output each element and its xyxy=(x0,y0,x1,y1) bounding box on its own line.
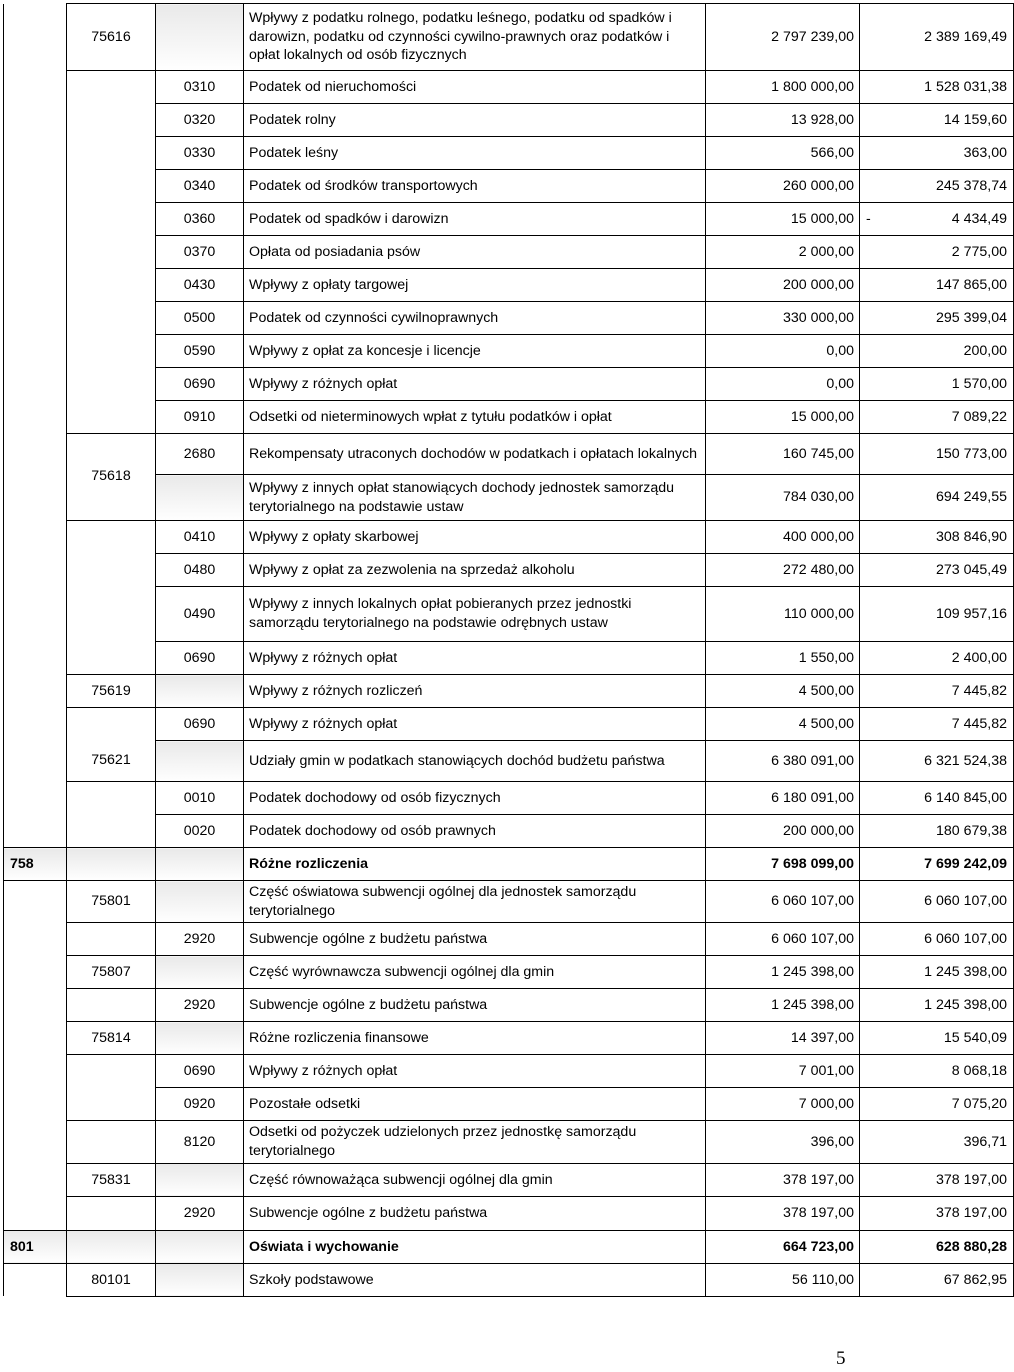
row-name: Podatek leśny xyxy=(244,137,706,170)
table-row xyxy=(4,521,1014,554)
table-row xyxy=(4,1022,1014,1055)
rozdzial-code: 75807 xyxy=(67,956,156,989)
wykonanie-value: 7 445,82 xyxy=(860,708,1014,741)
row-name: Wpływy z innych lokalnych opłat pobieranych przez jednostki samorządu terytorialnego na podstawie odrębnych ustaw xyxy=(244,587,706,642)
rozdzial-cell xyxy=(67,104,156,137)
table-row xyxy=(4,1055,1014,1088)
row-name: Udziały gmin w podatkach stanowiących dochód budżetu państwa xyxy=(244,741,706,782)
wykonanie-value: 150 773,00 xyxy=(860,434,1014,475)
dzial-cell xyxy=(4,1022,67,1055)
dzial-cell xyxy=(4,1055,67,1088)
dzial-cell xyxy=(4,302,67,335)
rozdzial-cell xyxy=(67,269,156,302)
wykonanie-value: 200,00 xyxy=(860,335,1014,368)
dzial-cell xyxy=(4,642,67,675)
paragraf-code: 0500 xyxy=(156,302,244,335)
dzial-cell xyxy=(4,434,67,475)
table-row xyxy=(4,1088,1014,1121)
rozdzial-cell xyxy=(67,989,156,1022)
wykonanie-value: 363,00 xyxy=(860,137,1014,170)
row-name: Wpływy z różnych opłat xyxy=(244,708,706,741)
wykonanie-value: 378 197,00 xyxy=(860,1163,1014,1196)
paragraf-code: 0010 xyxy=(156,782,244,815)
rozdzial-cell xyxy=(67,401,156,434)
plan-value: 6 060 107,00 xyxy=(706,923,860,956)
paragraf-code: 2920 xyxy=(156,1196,244,1230)
rozdzial-code: 75814 xyxy=(67,1022,156,1055)
dzial-cell xyxy=(4,923,67,956)
plan-value: 200 000,00 xyxy=(706,269,860,302)
wykonanie-value: 628 880,28 xyxy=(860,1230,1014,1263)
dzial-cell xyxy=(4,137,67,170)
paragraf-code: 8120 xyxy=(156,1121,244,1163)
paragraf-code: 0310 xyxy=(156,71,244,104)
dzial-code: 758 xyxy=(4,848,67,881)
paragraf-code: 0690 xyxy=(156,642,244,675)
table-row xyxy=(4,269,1014,302)
rozdzial-code: 75619 xyxy=(67,675,156,708)
wykonanie-value: 396,71 xyxy=(860,1121,1014,1163)
rozdzial-cell xyxy=(67,302,156,335)
wykonanie-value: 378 197,00 xyxy=(860,1196,1014,1230)
row-name: Rekompensaty utraconych dochodów w podatkach i opłatach lokalnych xyxy=(244,434,706,475)
row-name: Podatek od spadków i darowizn xyxy=(244,203,706,236)
dzial-cell xyxy=(4,1196,67,1230)
table-row xyxy=(4,1263,1014,1296)
plan-value: 784 030,00 xyxy=(706,475,860,521)
paragraf-code: 0490 xyxy=(156,587,244,642)
paragraf-code: 0360 xyxy=(156,203,244,236)
wykonanie-value: 6 060 107,00 xyxy=(860,881,1014,923)
dzial-cell xyxy=(4,1263,67,1296)
paragraf-code xyxy=(156,475,244,521)
table-row xyxy=(4,587,1014,642)
row-name: Część wyrównawcza subwencji ogólnej dla gmin xyxy=(244,956,706,989)
rozdzial-cell xyxy=(67,848,156,881)
rozdzial-cell xyxy=(67,815,156,848)
paragraf-code xyxy=(156,956,244,989)
paragraf-code: 0480 xyxy=(156,554,244,587)
table-row xyxy=(4,71,1014,104)
paragraf-code: 0370 xyxy=(156,236,244,269)
row-name: Wpływy z opłaty targowej xyxy=(244,269,706,302)
wykonanie-value: 7 075,20 xyxy=(860,1088,1014,1121)
paragraf-code: 0590 xyxy=(156,335,244,368)
rozdzial-cell xyxy=(67,521,156,554)
table-row xyxy=(4,881,1014,923)
plan-value: 260 000,00 xyxy=(706,170,860,203)
table-row xyxy=(4,1230,1014,1263)
table-row xyxy=(4,782,1014,815)
plan-value: 13 928,00 xyxy=(706,104,860,137)
rozdzial-code: 75831 xyxy=(67,1163,156,1196)
table-row xyxy=(4,708,1014,741)
plan-value: 396,00 xyxy=(706,1121,860,1163)
dzial-cell xyxy=(4,203,67,236)
row-name: Subwencje ogólne z budżetu państwa xyxy=(244,989,706,1022)
plan-value: 7 698 099,00 xyxy=(706,848,860,881)
plan-value: 6 180 091,00 xyxy=(706,782,860,815)
wykonanie-value: 67 862,95 xyxy=(860,1263,1014,1296)
plan-value: 15 000,00 xyxy=(706,401,860,434)
table-row xyxy=(4,368,1014,401)
plan-value: 2 797 239,00 xyxy=(706,4,860,71)
plan-value: 1 245 398,00 xyxy=(706,989,860,1022)
row-name: Szkoły podstawowe xyxy=(244,1263,706,1296)
dzial-cell xyxy=(4,368,67,401)
paragraf-code xyxy=(156,675,244,708)
table-row xyxy=(4,848,1014,881)
paragraf-code xyxy=(156,1022,244,1055)
dash-prefix: - xyxy=(866,210,871,227)
plan-value: 2 000,00 xyxy=(706,236,860,269)
page-number: 5 xyxy=(836,1348,846,1369)
paragraf-code: 0340 xyxy=(156,170,244,203)
rozdzial-cell xyxy=(67,923,156,956)
rozdzial-cell xyxy=(67,587,156,642)
dzial-cell xyxy=(4,989,67,1022)
wykonanie-value: 6 060 107,00 xyxy=(860,923,1014,956)
plan-value: 7 000,00 xyxy=(706,1088,860,1121)
dzial-cell xyxy=(4,675,67,708)
paragraf-code: 0910 xyxy=(156,401,244,434)
paragraf-code xyxy=(156,1163,244,1196)
row-name: Część oświatowa subwencji ogólnej dla jednostek samorządu terytorialnego xyxy=(244,881,706,923)
row-name: Wpływy z opłaty skarbowej xyxy=(244,521,706,554)
table-row xyxy=(4,302,1014,335)
wykonanie-value: 6 321 524,38 xyxy=(860,741,1014,782)
dzial-cell xyxy=(4,554,67,587)
plan-value: 378 197,00 xyxy=(706,1196,860,1230)
budget-table xyxy=(3,3,1014,1297)
rozdzial-cell xyxy=(67,170,156,203)
dzial-cell xyxy=(4,587,67,642)
wykonanie-value: 7 089,22 xyxy=(860,401,1014,434)
row-name: Wpływy z opłat za koncesje i licencje xyxy=(244,335,706,368)
table-row xyxy=(4,989,1014,1022)
paragraf-code: 0330 xyxy=(156,137,244,170)
wykonanie-value: 1 245 398,00 xyxy=(860,989,1014,1022)
table-row xyxy=(4,1121,1014,1163)
plan-value: 15 000,00 xyxy=(706,203,860,236)
plan-value: 0,00 xyxy=(706,335,860,368)
wykonanie-value: 273 045,49 xyxy=(860,554,1014,587)
table-row xyxy=(4,203,1014,236)
rozdzial-code: 75621 xyxy=(67,741,156,782)
plan-value: 110 000,00 xyxy=(706,587,860,642)
wykonanie-value: 180 679,38 xyxy=(860,815,1014,848)
row-name: Opłata od posiadania psów xyxy=(244,236,706,269)
paragraf-code xyxy=(156,1230,244,1263)
row-name: Podatek od czynności cywilnoprawnych xyxy=(244,302,706,335)
dzial-cell xyxy=(4,956,67,989)
wykonanie-value: 1 245 398,00 xyxy=(860,956,1014,989)
rozdzial-cell xyxy=(67,1230,156,1263)
dzial-code: 801 xyxy=(4,1230,67,1263)
plan-value: 160 745,00 xyxy=(706,434,860,475)
row-name: Wpływy z różnych opłat xyxy=(244,1055,706,1088)
rozdzial-cell xyxy=(67,203,156,236)
paragraf-code xyxy=(156,741,244,782)
plan-value: 200 000,00 xyxy=(706,815,860,848)
plan-value: 6 060 107,00 xyxy=(706,881,860,923)
dzial-cell xyxy=(4,741,67,782)
rozdzial-code: 75801 xyxy=(67,881,156,923)
paragraf-code: 2920 xyxy=(156,923,244,956)
plan-value: 1 245 398,00 xyxy=(706,956,860,989)
paragraf-code: 2680 xyxy=(156,434,244,475)
wykonanie-value xyxy=(860,203,1014,236)
dzial-cell xyxy=(4,782,67,815)
row-name: Podatek rolny xyxy=(244,104,706,137)
row-name: Wpływy z innych opłat stanowiących dochody jednostek samorządu terytorialnego na podstawie ustaw xyxy=(244,475,706,521)
row-name: Część równoważąca subwencji ogólnej dla gmin xyxy=(244,1163,706,1196)
rozdzial-cell xyxy=(67,71,156,104)
plan-value: 14 397,00 xyxy=(706,1022,860,1055)
paragraf-code xyxy=(156,4,244,71)
plan-value: 566,00 xyxy=(706,137,860,170)
row-name: Podatek od nieruchomości xyxy=(244,71,706,104)
rozdzial-code: 75616 xyxy=(67,4,156,71)
paragraf-code: 2920 xyxy=(156,989,244,1022)
dzial-cell xyxy=(4,1088,67,1121)
wykonanie-value: 694 249,55 xyxy=(860,475,1014,521)
paragraf-code: 0020 xyxy=(156,815,244,848)
row-name: Pozostałe odsetki xyxy=(244,1088,706,1121)
wykonanie-value: 8 068,18 xyxy=(860,1055,1014,1088)
plan-value: 4 500,00 xyxy=(706,675,860,708)
wykonanie-value: 147 865,00 xyxy=(860,269,1014,302)
rozdzial-cell xyxy=(67,368,156,401)
plan-value: 56 110,00 xyxy=(706,1263,860,1296)
rozdzial-cell xyxy=(67,1088,156,1121)
plan-value: 378 197,00 xyxy=(706,1163,860,1196)
paragraf-code xyxy=(156,848,244,881)
row-name: Wpływy z różnych rozliczeń xyxy=(244,675,706,708)
row-name: Subwencje ogólne z budżetu państwa xyxy=(244,923,706,956)
dzial-cell xyxy=(4,401,67,434)
wykonanie-value: 7 445,82 xyxy=(860,675,1014,708)
rozdzial-code: 75618 xyxy=(67,467,156,513)
dzial-cell xyxy=(4,71,67,104)
table-row xyxy=(4,170,1014,203)
table-row xyxy=(4,923,1014,956)
row-name: Podatek dochodowy od osób prawnych xyxy=(244,815,706,848)
plan-value: 4 500,00 xyxy=(706,708,860,741)
dzial-cell xyxy=(4,708,67,741)
row-name: Odsetki od pożyczek udzielonych przez jednostkę samorządu terytorialnego xyxy=(244,1121,706,1163)
wykonanie-value: 15 540,09 xyxy=(860,1022,1014,1055)
paragraf-code: 0920 xyxy=(156,1088,244,1121)
wykonanie-value: 245 378,74 xyxy=(860,170,1014,203)
table-row xyxy=(4,675,1014,708)
row-name: Subwencje ogólne z budżetu państwa xyxy=(244,1196,706,1230)
paragraf-code xyxy=(156,1263,244,1296)
plan-value: 1 800 000,00 xyxy=(706,71,860,104)
row-name: Odsetki od nieterminowych wpłat z tytułu podatków i opłat xyxy=(244,401,706,434)
wykonanie-value: 2 775,00 xyxy=(860,236,1014,269)
wykonanie-value: 6 140 845,00 xyxy=(860,782,1014,815)
paragraf-code: 0320 xyxy=(156,104,244,137)
dzial-cell xyxy=(4,104,67,137)
plan-value: 664 723,00 xyxy=(706,1230,860,1263)
row-name: Oświata i wychowanie xyxy=(244,1230,706,1263)
rozdzial-cell xyxy=(67,236,156,269)
paragraf-code: 0690 xyxy=(156,1055,244,1088)
dzial-cell xyxy=(4,475,67,521)
rozdzial-cell xyxy=(67,554,156,587)
dzial-cell xyxy=(4,335,67,368)
row-name: Podatek dochodowy od osób fizycznych xyxy=(244,782,706,815)
plan-value: 272 480,00 xyxy=(706,554,860,587)
table-row xyxy=(4,1163,1014,1196)
rozdzial-cell xyxy=(67,1196,156,1230)
table-row xyxy=(4,642,1014,675)
wykonanie-value: 2 389 169,49 xyxy=(860,4,1014,71)
table-row xyxy=(4,236,1014,269)
table-row xyxy=(4,335,1014,368)
wykonanie-value: 7 699 242,09 xyxy=(860,848,1014,881)
paragraf-code: 0410 xyxy=(156,521,244,554)
plan-value: 1 550,00 xyxy=(706,642,860,675)
table-row xyxy=(4,137,1014,170)
wykonanie-value: 14 159,60 xyxy=(860,104,1014,137)
rozdzial-cell xyxy=(67,708,156,741)
wykonanie-value: 308 846,90 xyxy=(860,521,1014,554)
dzial-cell xyxy=(4,815,67,848)
row-name: Podatek od środków transportowych xyxy=(244,170,706,203)
row-name: Różne rozliczenia finansowe xyxy=(244,1022,706,1055)
row-name: Wpływy z podatku rolnego, podatku leśnego, podatku od spadków i darowizn, podatku od czynności cywilno-prawnych oraz podatków i opłat lokalnych od osób fizycznych xyxy=(244,4,706,71)
dzial-cell xyxy=(4,170,67,203)
dzial-cell xyxy=(4,881,67,923)
wykonanie-value: 2 400,00 xyxy=(860,642,1014,675)
plan-value: 330 000,00 xyxy=(706,302,860,335)
rozdzial-code: 80101 xyxy=(67,1263,156,1296)
dzial-cell xyxy=(4,1163,67,1196)
wykonanie-text: 4 434,49 xyxy=(951,210,1007,227)
table-row xyxy=(4,554,1014,587)
dzial-cell xyxy=(4,4,67,71)
rozdzial-cell xyxy=(67,642,156,675)
dzial-cell xyxy=(4,1121,67,1163)
plan-value: 0,00 xyxy=(706,368,860,401)
row-name: Wpływy z różnych opłat xyxy=(244,642,706,675)
plan-value: 6 380 091,00 xyxy=(706,741,860,782)
table-row xyxy=(4,401,1014,434)
wykonanie-value: 109 957,16 xyxy=(860,587,1014,642)
plan-value: 7 001,00 xyxy=(706,1055,860,1088)
table-row xyxy=(4,4,1014,71)
wykonanie-value: 1 528 031,38 xyxy=(860,71,1014,104)
row-name: Wpływy z opłat za zezwolenia na sprzedaż alkoholu xyxy=(244,554,706,587)
dzial-cell xyxy=(4,269,67,302)
paragraf-code: 0690 xyxy=(156,368,244,401)
rozdzial-cell xyxy=(67,1121,156,1163)
dzial-cell xyxy=(4,236,67,269)
wykonanie-value: 295 399,04 xyxy=(860,302,1014,335)
paragraf-code: 0430 xyxy=(156,269,244,302)
table-row xyxy=(4,104,1014,137)
dzial-cell xyxy=(4,521,67,554)
table-row xyxy=(4,475,1014,521)
paragraf-code: 0690 xyxy=(156,708,244,741)
rozdzial-cell xyxy=(67,782,156,815)
rozdzial-cell xyxy=(67,1055,156,1088)
table-row xyxy=(4,956,1014,989)
row-name: Różne rozliczenia xyxy=(244,848,706,881)
table-row xyxy=(4,741,1014,782)
rozdzial-cell xyxy=(67,335,156,368)
table-row xyxy=(4,1196,1014,1230)
table-row xyxy=(4,815,1014,848)
wykonanie-value: 1 570,00 xyxy=(860,368,1014,401)
paragraf-code xyxy=(156,881,244,923)
plan-value: 400 000,00 xyxy=(706,521,860,554)
rozdzial-cell xyxy=(67,137,156,170)
row-name: Wpływy z różnych opłat xyxy=(244,368,706,401)
